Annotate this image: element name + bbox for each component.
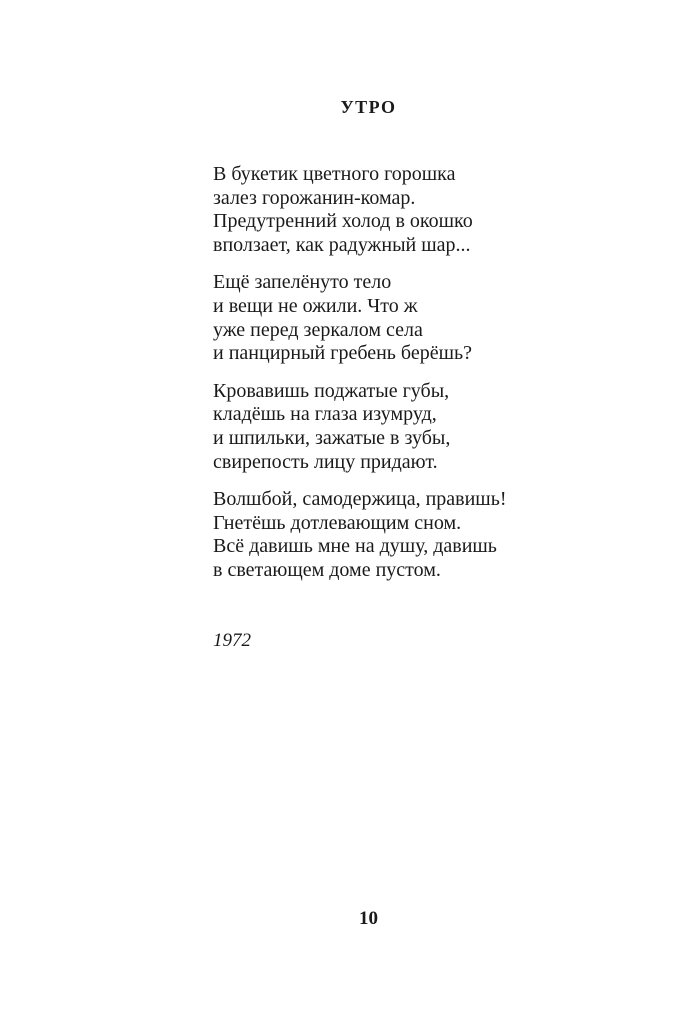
poem-line: свирепость лицу придают. xyxy=(213,450,438,473)
poem-date: 1972 xyxy=(213,630,251,651)
poem-line: в светающем доме пустом. xyxy=(213,558,441,581)
poem-line: Волшбой, самодержица, правишь! xyxy=(213,488,507,511)
poem-body xyxy=(213,163,633,597)
poem-line: вползает, как радужный шар... xyxy=(213,233,471,256)
poem-line: кладёшь на глаза изумруд, xyxy=(213,403,437,426)
poem-line: и шпильки, зажатые в зубы, xyxy=(213,426,451,449)
poem-line: и вещи не ожили. Что ж xyxy=(213,294,418,317)
poem-line: Всё давишь мне на душу, давишь xyxy=(213,535,497,558)
poem-line: Гнетёшь дотлевающим сном. xyxy=(213,511,462,534)
poem-line: Кровавишь поджатые губы, xyxy=(213,379,450,402)
stanza-1 xyxy=(213,163,633,257)
poem-title: УТРО xyxy=(340,97,397,117)
stanza-4 xyxy=(213,488,633,582)
poem-line: Ещё запелёнуто тело xyxy=(213,271,392,294)
stanza-3 xyxy=(213,380,633,474)
poem-line: В букетик цветного горошка xyxy=(213,163,456,185)
poem-line: уже перед зеркалом села xyxy=(213,318,423,341)
poem-line: и панцирный гребень берёшь? xyxy=(213,342,472,365)
poem-line: Предутренний холод в окошко xyxy=(213,210,473,233)
poem-line: залез горожанин-комар. xyxy=(213,186,416,209)
stanza-2 xyxy=(213,271,633,365)
page-number: 10 xyxy=(359,908,378,929)
